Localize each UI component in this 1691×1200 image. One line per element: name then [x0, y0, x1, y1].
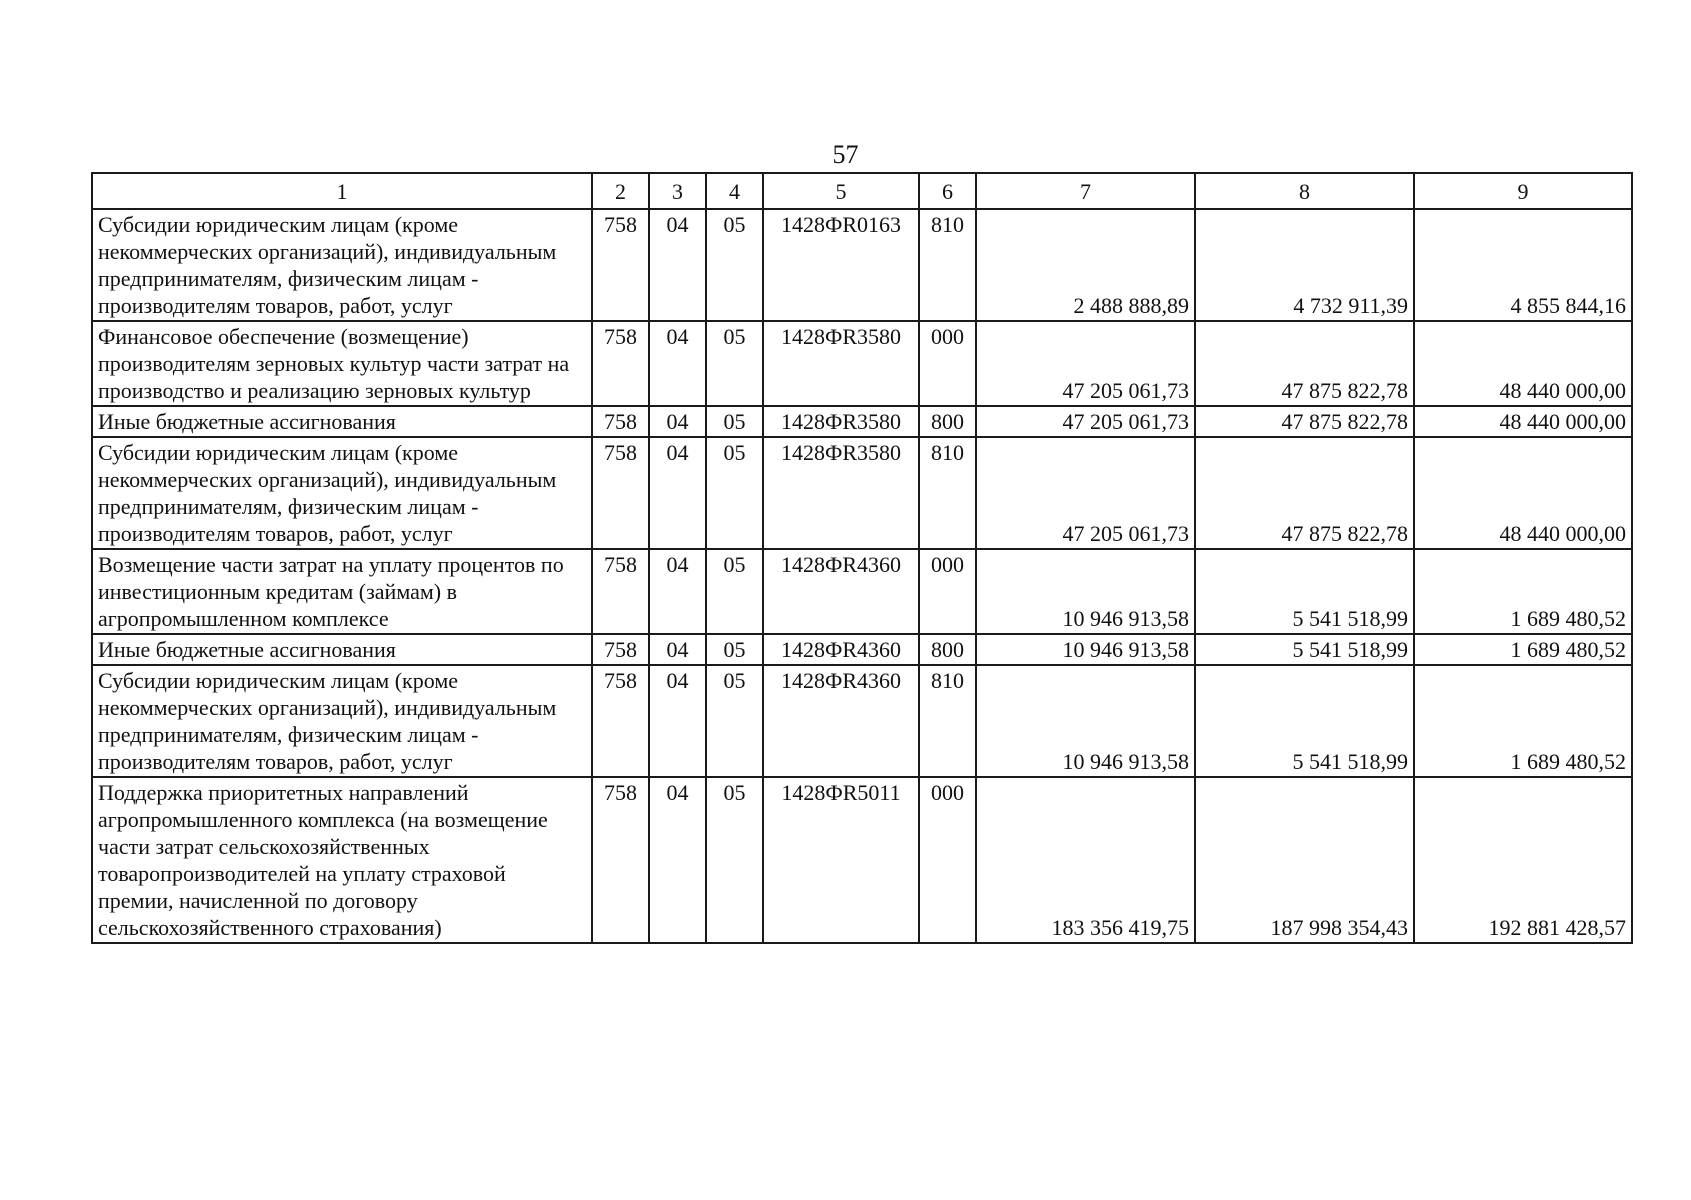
table-row [92, 549, 1632, 634]
section-code: 04 [649, 777, 706, 943]
expense-type-code: 810 [919, 665, 976, 777]
table-body [92, 209, 1632, 943]
table-row [92, 777, 1632, 943]
expense-type-code: 800 [919, 634, 976, 665]
amount-col-7: 10 946 913,58 [976, 634, 1195, 665]
column-header-7: 7 [976, 173, 1195, 209]
subsection-code: 05 [706, 549, 763, 634]
expense-type-code: 000 [919, 777, 976, 943]
amount-col-8: 47 875 822,78 [1195, 437, 1414, 549]
subsection-code: 05 [706, 665, 763, 777]
table-header [92, 173, 1632, 209]
ministry-code: 758 [592, 549, 649, 634]
amount-col-9: 1 689 480,52 [1414, 634, 1632, 665]
ministry-code: 758 [592, 437, 649, 549]
subsection-code: 05 [706, 777, 763, 943]
column-header-8: 8 [1195, 173, 1414, 209]
row-name: Возмещение части затрат на уплату процентов по инвестиционным кредитам (займам) в агропромышленном комплексе [92, 549, 592, 634]
row-name: Иные бюджетные ассигнования [92, 406, 592, 437]
page-number: 57 [832, 140, 859, 169]
ministry-code: 758 [592, 321, 649, 406]
target-article-code: 1428ФR4360 [763, 634, 919, 665]
amount-col-8: 5 541 518,99 [1195, 634, 1414, 665]
section-code: 04 [649, 406, 706, 437]
column-header-5: 5 [763, 173, 919, 209]
table-row [92, 406, 1632, 437]
column-header-9: 9 [1414, 173, 1632, 209]
amount-col-7: 10 946 913,58 [976, 665, 1195, 777]
amount-col-9: 48 440 000,00 [1414, 437, 1632, 549]
subsection-code: 05 [706, 209, 763, 321]
target-article-code: 1428ФR5011 [763, 777, 919, 943]
column-header-6: 6 [919, 173, 976, 209]
ministry-code: 758 [592, 777, 649, 943]
subsection-code: 05 [706, 321, 763, 406]
header-row [92, 173, 1632, 209]
ministry-code: 758 [592, 665, 649, 777]
section-code: 04 [649, 665, 706, 777]
target-article-code: 1428ФR4360 [763, 665, 919, 777]
row-name: Субсидии юридическим лицам (кроме некоммерческих организаций), индивидуальным предпринимателям, физическим лицам - производителям товаров, работ, услуг [92, 437, 592, 549]
table-row [92, 321, 1632, 406]
amount-col-8: 4 732 911,39 [1195, 209, 1414, 321]
row-name: Субсидии юридическим лицам (кроме некоммерческих организаций), индивидуальным предпринимателям, физическим лицам - производителям товаров, работ, услуг [92, 665, 592, 777]
amount-col-8: 187 998 354,43 [1195, 777, 1414, 943]
table-row [92, 634, 1632, 665]
expense-type-code: 000 [919, 549, 976, 634]
column-header-1: 1 [92, 173, 592, 209]
section-code: 04 [649, 549, 706, 634]
amount-col-7: 2 488 888,89 [976, 209, 1195, 321]
column-header-2: 2 [592, 173, 649, 209]
subsection-code: 05 [706, 406, 763, 437]
amount-col-8: 5 541 518,99 [1195, 665, 1414, 777]
amount-col-8: 47 875 822,78 [1195, 321, 1414, 406]
table-row [92, 665, 1632, 777]
amount-col-8: 5 541 518,99 [1195, 549, 1414, 634]
amount-col-9: 1 689 480,52 [1414, 665, 1632, 777]
subsection-code: 05 [706, 437, 763, 549]
ministry-code: 758 [592, 209, 649, 321]
amount-col-9: 48 440 000,00 [1414, 406, 1632, 437]
target-article-code: 1428ФR3580 [763, 321, 919, 406]
column-header-4: 4 [706, 173, 763, 209]
amount-col-9: 48 440 000,00 [1414, 321, 1632, 406]
column-header-3: 3 [649, 173, 706, 209]
amount-col-9: 1 689 480,52 [1414, 549, 1632, 634]
expense-type-code: 800 [919, 406, 976, 437]
table-row [92, 437, 1632, 549]
amount-col-9: 4 855 844,16 [1414, 209, 1632, 321]
amount-col-7: 47 205 061,73 [976, 321, 1195, 406]
target-article-code: 1428ФR3580 [763, 437, 919, 549]
section-code: 04 [649, 437, 706, 549]
target-article-code: 1428ФR4360 [763, 549, 919, 634]
expense-type-code: 000 [919, 321, 976, 406]
amount-col-7: 183 356 419,75 [976, 777, 1195, 943]
row-name: Финансовое обеспечение (возмещение) производителям зерновых культур части затрат на производство и реализацию зерновых культур [92, 321, 592, 406]
section-code: 04 [649, 209, 706, 321]
target-article-code: 1428ФR3580 [763, 406, 919, 437]
row-name: Поддержка приоритетных направлений агропромышленного комплекса (на возмещение части затрат сельскохозяйственных товаропроизводителей на уплату страховой премии, начисленной по договору сельскохозяйственного страхования) [92, 777, 592, 943]
budget-table [91, 172, 1633, 944]
row-name: Иные бюджетные ассигнования [92, 634, 592, 665]
section-code: 04 [649, 634, 706, 665]
amount-col-9: 192 881 428,57 [1414, 777, 1632, 943]
target-article-code: 1428ФR0163 [763, 209, 919, 321]
expense-type-code: 810 [919, 437, 976, 549]
amount-col-7: 47 205 061,73 [976, 437, 1195, 549]
amount-col-8: 47 875 822,78 [1195, 406, 1414, 437]
subsection-code: 05 [706, 634, 763, 665]
amount-col-7: 10 946 913,58 [976, 549, 1195, 634]
section-code: 04 [649, 321, 706, 406]
row-name: Субсидии юридическим лицам (кроме некоммерческих организаций), индивидуальным предпринимателям, физическим лицам - производителям товаров, работ, услуг [92, 209, 592, 321]
amount-col-7: 47 205 061,73 [976, 406, 1195, 437]
table-row [92, 209, 1632, 321]
expense-type-code: 810 [919, 209, 976, 321]
ministry-code: 758 [592, 634, 649, 665]
ministry-code: 758 [592, 406, 649, 437]
